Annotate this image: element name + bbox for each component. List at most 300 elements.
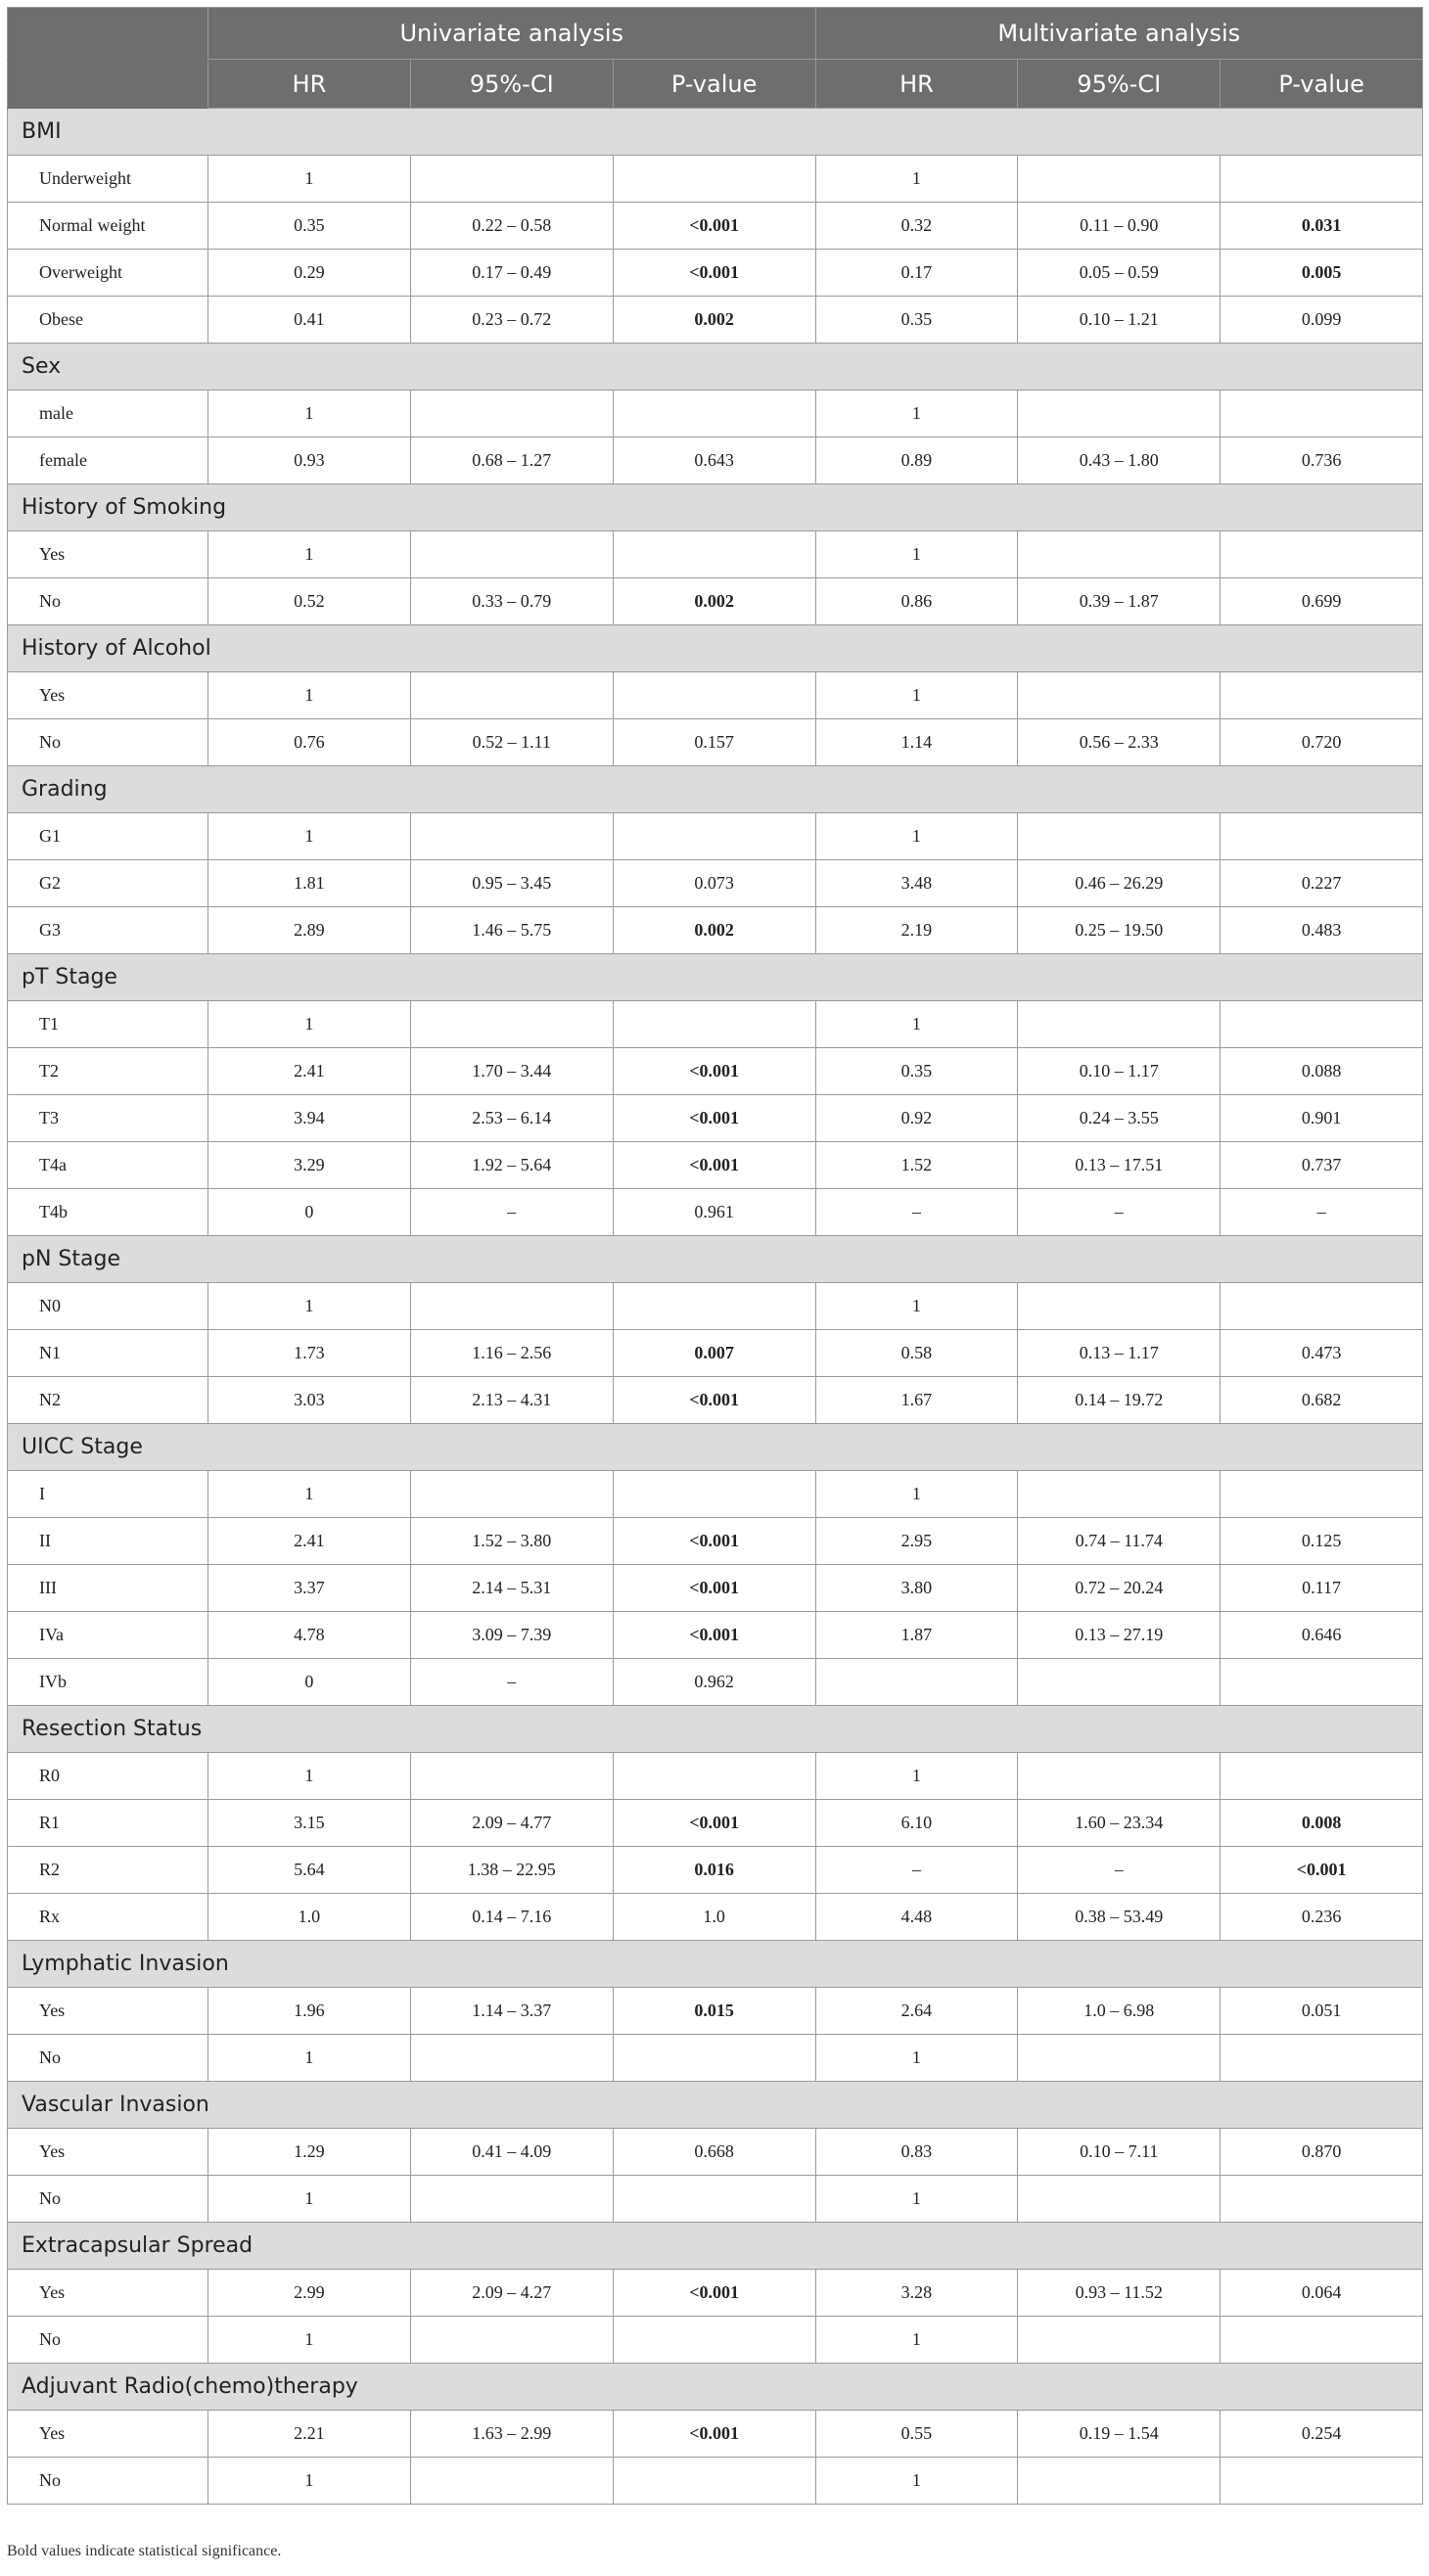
cell-uni-p: 1.0 — [613, 1894, 815, 1941]
cell-multi-ci — [1018, 813, 1221, 860]
table-header — [8, 8, 1423, 109]
row-label: Underweight — [8, 156, 208, 203]
section-header-row — [8, 1706, 1423, 1753]
cell-uni-ci — [410, 391, 613, 437]
cell-uni-p: 0.002 — [613, 578, 815, 625]
row-label: Yes — [8, 1988, 208, 2035]
cell-multi-hr: 1 — [815, 2035, 1018, 2082]
cell-uni-ci — [410, 1001, 613, 1048]
section-title: Sex — [8, 344, 1423, 391]
section-title: BMI — [8, 109, 1423, 156]
cell-multi-p: 0.099 — [1221, 297, 1423, 344]
cell-uni-ci: 1.38 – 22.95 — [410, 1847, 613, 1894]
table-row — [8, 1659, 1423, 1706]
cell-uni-hr: 2.89 — [208, 907, 411, 954]
cell-multi-p — [1221, 156, 1423, 203]
cell-uni-ci: 1.14 – 3.37 — [410, 1988, 613, 2035]
cell-uni-p — [613, 391, 815, 437]
table-row — [8, 2176, 1423, 2223]
col-header-multi-hr: HR — [815, 60, 1018, 109]
section-header-row — [8, 2364, 1423, 2411]
cell-uni-p: <0.001 — [613, 1518, 815, 1565]
cell-multi-ci — [1018, 2176, 1221, 2223]
section-title: Extracapsular Spread — [8, 2223, 1423, 2270]
table-row — [8, 297, 1423, 344]
cell-multi-ci: 0.93 – 11.52 — [1018, 2270, 1221, 2317]
table-row — [8, 1612, 1423, 1659]
cell-multi-p — [1221, 391, 1423, 437]
cell-multi-p — [1221, 1471, 1423, 1518]
cell-multi-p: 0.064 — [1221, 2270, 1423, 2317]
cell-uni-p: 0.015 — [613, 1988, 815, 2035]
section-header-row — [8, 1236, 1423, 1283]
cell-uni-p — [613, 672, 815, 719]
cell-uni-ci — [410, 1471, 613, 1518]
cell-multi-ci: 1.60 – 23.34 — [1018, 1800, 1221, 1847]
table-body — [8, 109, 1423, 2505]
cell-multi-p: 0.088 — [1221, 1048, 1423, 1095]
cell-uni-ci — [410, 672, 613, 719]
cell-uni-p: <0.001 — [613, 1612, 815, 1659]
cell-multi-p: 0.720 — [1221, 719, 1423, 766]
cell-multi-hr: 2.19 — [815, 907, 1018, 954]
cell-multi-ci: – — [1018, 1189, 1221, 1236]
cell-uni-hr: 0.35 — [208, 203, 411, 250]
col-header-uni-p: P-value — [613, 60, 815, 109]
cell-multi-hr: 0.58 — [815, 1330, 1018, 1377]
section-title: Adjuvant Radio(chemo)therapy — [8, 2364, 1423, 2411]
cell-uni-p: <0.001 — [613, 1800, 815, 1847]
cell-uni-ci — [410, 2035, 613, 2082]
table-row — [8, 1518, 1423, 1565]
section-header-row — [8, 954, 1423, 1001]
table-row — [8, 156, 1423, 203]
cell-uni-hr: 5.64 — [208, 1847, 411, 1894]
cell-multi-hr: 1 — [815, 1001, 1018, 1048]
cell-multi-ci: 0.56 – 2.33 — [1018, 719, 1221, 766]
section-header-row — [8, 625, 1423, 672]
cell-multi-ci — [1018, 391, 1221, 437]
cell-multi-hr: 1 — [815, 2176, 1018, 2223]
cell-uni-hr: 2.99 — [208, 2270, 411, 2317]
row-label: R1 — [8, 1800, 208, 1847]
cell-multi-ci — [1018, 1471, 1221, 1518]
cell-uni-ci — [410, 1283, 613, 1330]
cell-uni-ci — [410, 1753, 613, 1800]
row-label: IVb — [8, 1659, 208, 1706]
cell-multi-hr: 0.92 — [815, 1095, 1018, 1142]
cell-multi-hr: – — [815, 1189, 1018, 1236]
cell-multi-hr: 0.35 — [815, 297, 1018, 344]
cell-uni-ci: 1.16 – 2.56 — [410, 1330, 613, 1377]
cell-multi-ci — [1018, 1283, 1221, 1330]
cell-uni-p — [613, 2035, 815, 2082]
cell-uni-ci: 3.09 – 7.39 — [410, 1612, 613, 1659]
cell-uni-hr: 1 — [208, 1753, 411, 1800]
row-label: G3 — [8, 907, 208, 954]
cell-multi-hr: 1.87 — [815, 1612, 1018, 1659]
table-row — [8, 2411, 1423, 2458]
table-row — [8, 2317, 1423, 2364]
cell-multi-hr — [815, 1659, 1018, 1706]
cell-uni-ci — [410, 2317, 613, 2364]
cell-uni-hr: 0.41 — [208, 297, 411, 344]
section-header-row — [8, 1424, 1423, 1471]
cell-uni-ci: 0.22 – 0.58 — [410, 203, 613, 250]
table-row — [8, 1001, 1423, 1048]
cell-uni-p: 0.007 — [613, 1330, 815, 1377]
section-header-row — [8, 484, 1423, 531]
cell-uni-hr: 0.29 — [208, 250, 411, 297]
cell-multi-p: 0.236 — [1221, 1894, 1423, 1941]
cell-uni-p: <0.001 — [613, 1048, 815, 1095]
cell-multi-ci: 0.14 – 19.72 — [1018, 1377, 1221, 1424]
cell-multi-hr: 1 — [815, 2317, 1018, 2364]
cell-multi-hr: 1 — [815, 1283, 1018, 1330]
cell-uni-hr: 1.29 — [208, 2129, 411, 2176]
cell-uni-ci: 1.70 – 3.44 — [410, 1048, 613, 1095]
cell-uni-p — [613, 813, 815, 860]
cell-uni-p — [613, 2317, 815, 2364]
table-row — [8, 437, 1423, 484]
cell-uni-ci: 1.46 – 5.75 — [410, 907, 613, 954]
header-group-row — [8, 8, 1423, 60]
row-label: T1 — [8, 1001, 208, 1048]
cell-multi-p: – — [1221, 1189, 1423, 1236]
cell-uni-p: <0.001 — [613, 1377, 815, 1424]
cell-uni-hr: 2.21 — [208, 2411, 411, 2458]
cell-multi-p: 0.737 — [1221, 1142, 1423, 1189]
cell-uni-p: <0.001 — [613, 1095, 815, 1142]
cell-multi-p — [1221, 1283, 1423, 1330]
cell-multi-hr: 2.64 — [815, 1988, 1018, 2035]
cell-multi-hr: 0.35 — [815, 1048, 1018, 1095]
cell-uni-p — [613, 2176, 815, 2223]
cell-uni-ci: 0.52 – 1.11 — [410, 719, 613, 766]
section-title: UICC Stage — [8, 1424, 1423, 1471]
table-row — [8, 672, 1423, 719]
cell-multi-ci: 0.43 – 1.80 — [1018, 437, 1221, 484]
table-row — [8, 2270, 1423, 2317]
cell-uni-ci: 0.68 – 1.27 — [410, 437, 613, 484]
cell-uni-hr: 0.93 — [208, 437, 411, 484]
cell-multi-ci — [1018, 2317, 1221, 2364]
cell-multi-p — [1221, 672, 1423, 719]
cell-multi-p: 0.870 — [1221, 2129, 1423, 2176]
cell-uni-p: 0.157 — [613, 719, 815, 766]
table-row — [8, 907, 1423, 954]
multivariate-header: Multivariate analysis — [815, 8, 1423, 60]
table-row — [8, 391, 1423, 437]
cell-multi-p: 0.682 — [1221, 1377, 1423, 1424]
cell-multi-p — [1221, 1753, 1423, 1800]
cell-multi-ci: 0.10 – 7.11 — [1018, 2129, 1221, 2176]
row-label: IVa — [8, 1612, 208, 1659]
cell-multi-p: <0.001 — [1221, 1847, 1423, 1894]
cell-uni-hr: 1 — [208, 2176, 411, 2223]
cell-multi-p: 0.005 — [1221, 250, 1423, 297]
cell-uni-hr: 1 — [208, 2458, 411, 2505]
cell-multi-ci: 0.10 – 1.17 — [1018, 1048, 1221, 1095]
cell-uni-p — [613, 1001, 815, 1048]
cell-multi-ci: 0.10 – 1.21 — [1018, 297, 1221, 344]
row-label: Obese — [8, 297, 208, 344]
cell-multi-p: 0.125 — [1221, 1518, 1423, 1565]
cell-multi-hr: 2.95 — [815, 1518, 1018, 1565]
cell-uni-p: 0.002 — [613, 297, 815, 344]
cell-multi-ci — [1018, 2458, 1221, 2505]
cell-multi-ci — [1018, 2035, 1221, 2082]
cell-multi-hr: 1 — [815, 672, 1018, 719]
cell-uni-hr: 0 — [208, 1659, 411, 1706]
table-row — [8, 1471, 1423, 1518]
row-label: Overweight — [8, 250, 208, 297]
table-row — [8, 1330, 1423, 1377]
cell-uni-p: <0.001 — [613, 2411, 815, 2458]
cell-uni-ci: 0.95 – 3.45 — [410, 860, 613, 907]
table-row — [8, 2035, 1423, 2082]
cell-uni-p: 0.002 — [613, 907, 815, 954]
cell-uni-hr: 2.41 — [208, 1518, 411, 1565]
section-title: Resection Status — [8, 1706, 1423, 1753]
cell-uni-ci: – — [410, 1659, 613, 1706]
table-row — [8, 1283, 1423, 1330]
cell-multi-ci: 0.13 – 27.19 — [1018, 1612, 1221, 1659]
table-row — [8, 860, 1423, 907]
section-header-row — [8, 109, 1423, 156]
row-label: No — [8, 2176, 208, 2223]
section-title: pT Stage — [8, 954, 1423, 1001]
table-row — [8, 1377, 1423, 1424]
cell-multi-hr: 0.89 — [815, 437, 1018, 484]
cell-multi-p — [1221, 1001, 1423, 1048]
cell-multi-hr: 3.28 — [815, 2270, 1018, 2317]
section-header-row — [8, 2082, 1423, 2129]
row-label: male — [8, 391, 208, 437]
cell-uni-hr: 3.29 — [208, 1142, 411, 1189]
row-label: I — [8, 1471, 208, 1518]
cell-multi-hr: 1 — [815, 813, 1018, 860]
cell-uni-p: <0.001 — [613, 203, 815, 250]
cell-uni-hr: 1.73 — [208, 1330, 411, 1377]
col-header-multi-ci: 95%-CI — [1018, 60, 1221, 109]
cell-multi-hr: 0.32 — [815, 203, 1018, 250]
cell-uni-hr: 0 — [208, 1189, 411, 1236]
cell-uni-hr: 1.81 — [208, 860, 411, 907]
cell-uni-hr: 4.78 — [208, 1612, 411, 1659]
cell-uni-hr: 3.94 — [208, 1095, 411, 1142]
univariate-header: Univariate analysis — [208, 8, 816, 60]
cell-uni-p — [613, 531, 815, 578]
cell-multi-hr: 0.86 — [815, 578, 1018, 625]
cell-multi-p — [1221, 1659, 1423, 1706]
cell-uni-p: 0.961 — [613, 1189, 815, 1236]
cell-multi-hr: 0.83 — [815, 2129, 1018, 2176]
cell-uni-hr: 1 — [208, 672, 411, 719]
row-label: Yes — [8, 531, 208, 578]
cell-multi-hr: 1.52 — [815, 1142, 1018, 1189]
row-label: N1 — [8, 1330, 208, 1377]
cell-uni-ci — [410, 531, 613, 578]
cell-multi-ci — [1018, 672, 1221, 719]
cell-uni-p: <0.001 — [613, 250, 815, 297]
cell-uni-p: 0.073 — [613, 860, 815, 907]
cell-multi-hr: 1 — [815, 156, 1018, 203]
table-row — [8, 1142, 1423, 1189]
cell-multi-ci: 0.13 – 17.51 — [1018, 1142, 1221, 1189]
section-title: pN Stage — [8, 1236, 1423, 1283]
section-title: Vascular Invasion — [8, 2082, 1423, 2129]
col-header-uni-ci: 95%-CI — [410, 60, 613, 109]
cell-uni-hr: 1 — [208, 2035, 411, 2082]
cell-uni-hr: 3.37 — [208, 1565, 411, 1612]
cell-multi-p: 0.646 — [1221, 1612, 1423, 1659]
cell-uni-hr: 2.41 — [208, 1048, 411, 1095]
cell-uni-p: 0.668 — [613, 2129, 815, 2176]
cell-uni-ci: 1.63 – 2.99 — [410, 2411, 613, 2458]
cell-multi-ci: 0.46 – 26.29 — [1018, 860, 1221, 907]
cell-uni-ci: 2.09 – 4.27 — [410, 2270, 613, 2317]
row-label: No — [8, 578, 208, 625]
header-corner-cell — [8, 60, 208, 109]
cell-multi-hr: 1 — [815, 531, 1018, 578]
row-label: N0 — [8, 1283, 208, 1330]
section-title: Lymphatic Invasion — [8, 1941, 1423, 1988]
cell-multi-p — [1221, 2317, 1423, 2364]
cell-multi-ci: 0.13 – 1.17 — [1018, 1330, 1221, 1377]
cell-multi-ci: 0.05 – 0.59 — [1018, 250, 1221, 297]
cell-uni-hr: 0.52 — [208, 578, 411, 625]
cell-multi-ci: 0.25 – 19.50 — [1018, 907, 1221, 954]
cell-multi-ci — [1018, 156, 1221, 203]
table-row — [8, 1048, 1423, 1095]
table-row — [8, 578, 1423, 625]
cell-multi-p: 0.008 — [1221, 1800, 1423, 1847]
row-label: G1 — [8, 813, 208, 860]
row-label: Yes — [8, 672, 208, 719]
cell-uni-p — [613, 156, 815, 203]
cell-uni-ci: 2.13 – 4.31 — [410, 1377, 613, 1424]
row-label: Rx — [8, 1894, 208, 1941]
cell-multi-p: 0.736 — [1221, 437, 1423, 484]
cell-multi-ci: 0.39 – 1.87 — [1018, 578, 1221, 625]
cell-uni-p: <0.001 — [613, 1565, 815, 1612]
cell-multi-ci: – — [1018, 1847, 1221, 1894]
row-label: II — [8, 1518, 208, 1565]
cell-multi-p: 0.483 — [1221, 907, 1423, 954]
cell-uni-ci: 2.14 – 5.31 — [410, 1565, 613, 1612]
cell-multi-p: 0.117 — [1221, 1565, 1423, 1612]
cell-uni-hr: 1 — [208, 531, 411, 578]
table-row — [8, 1988, 1423, 2035]
cell-multi-ci: 0.38 – 53.49 — [1018, 1894, 1221, 1941]
table-row — [8, 1565, 1423, 1612]
cell-multi-p: 0.901 — [1221, 1095, 1423, 1142]
cell-multi-ci: 0.72 – 20.24 — [1018, 1565, 1221, 1612]
cell-multi-p: 0.699 — [1221, 578, 1423, 625]
table-row — [8, 719, 1423, 766]
row-label: Yes — [8, 2270, 208, 2317]
cell-multi-p — [1221, 531, 1423, 578]
row-label: female — [8, 437, 208, 484]
cell-uni-ci: 0.33 – 0.79 — [410, 578, 613, 625]
cell-multi-hr: 1.67 — [815, 1377, 1018, 1424]
cell-uni-ci — [410, 156, 613, 203]
cell-uni-hr: 1 — [208, 1283, 411, 1330]
cell-multi-hr: 6.10 — [815, 1800, 1018, 1847]
cell-multi-p — [1221, 2176, 1423, 2223]
table-footnote: Bold values indicate statistical significance. — [7, 2543, 282, 2559]
cell-multi-p: 0.227 — [1221, 860, 1423, 907]
row-label: Yes — [8, 2129, 208, 2176]
table-row — [8, 1095, 1423, 1142]
table-row — [8, 203, 1423, 250]
cell-multi-hr: 1.14 — [815, 719, 1018, 766]
row-label: Yes — [8, 2411, 208, 2458]
cell-uni-hr: 1 — [208, 391, 411, 437]
row-label: G2 — [8, 860, 208, 907]
cell-uni-ci: 0.17 – 0.49 — [410, 250, 613, 297]
col-header-uni-hr: HR — [208, 60, 411, 109]
cell-uni-ci: 1.92 – 5.64 — [410, 1142, 613, 1189]
cell-multi-ci — [1018, 531, 1221, 578]
cell-uni-hr: 1 — [208, 2317, 411, 2364]
cell-multi-ci: 1.0 – 6.98 — [1018, 1988, 1221, 2035]
table-row — [8, 2129, 1423, 2176]
cell-uni-ci: – — [410, 1189, 613, 1236]
cell-uni-hr: 1 — [208, 813, 411, 860]
row-label: III — [8, 1565, 208, 1612]
cell-uni-p: <0.001 — [613, 1142, 815, 1189]
cell-multi-ci — [1018, 1001, 1221, 1048]
cell-uni-p: 0.016 — [613, 1847, 815, 1894]
cell-multi-hr: 1 — [815, 1471, 1018, 1518]
row-label: R2 — [8, 1847, 208, 1894]
row-label: N2 — [8, 1377, 208, 1424]
table-row — [8, 1800, 1423, 1847]
section-title: Grading — [8, 766, 1423, 813]
hazard-ratio-table — [7, 7, 1423, 2505]
header-corner-cell — [8, 8, 208, 60]
cell-uni-ci: 0.23 – 0.72 — [410, 297, 613, 344]
table-row — [8, 1753, 1423, 1800]
row-label: T2 — [8, 1048, 208, 1095]
cell-uni-hr: 0.76 — [208, 719, 411, 766]
cell-multi-p: 0.031 — [1221, 203, 1423, 250]
cell-multi-p: 0.051 — [1221, 1988, 1423, 2035]
cell-multi-ci: 0.11 – 0.90 — [1018, 203, 1221, 250]
cell-uni-hr: 3.15 — [208, 1800, 411, 1847]
table-row — [8, 813, 1423, 860]
header-column-row — [8, 60, 1423, 109]
cell-uni-ci: 2.09 – 4.77 — [410, 1800, 613, 1847]
cell-uni-ci: 1.52 – 3.80 — [410, 1518, 613, 1565]
row-label: T3 — [8, 1095, 208, 1142]
col-header-multi-p: P-value — [1221, 60, 1423, 109]
cell-multi-p: 0.473 — [1221, 1330, 1423, 1377]
cell-uni-hr: 3.03 — [208, 1377, 411, 1424]
row-label: No — [8, 2317, 208, 2364]
cell-uni-hr: 1.0 — [208, 1894, 411, 1941]
cell-uni-p: <0.001 — [613, 2270, 815, 2317]
cell-multi-hr: 0.55 — [815, 2411, 1018, 2458]
table-row — [8, 1894, 1423, 1941]
cell-multi-ci: 0.19 – 1.54 — [1018, 2411, 1221, 2458]
table-row — [8, 1189, 1423, 1236]
row-label: R0 — [8, 1753, 208, 1800]
cell-uni-hr: 1 — [208, 1001, 411, 1048]
cell-multi-ci: 0.74 – 11.74 — [1018, 1518, 1221, 1565]
